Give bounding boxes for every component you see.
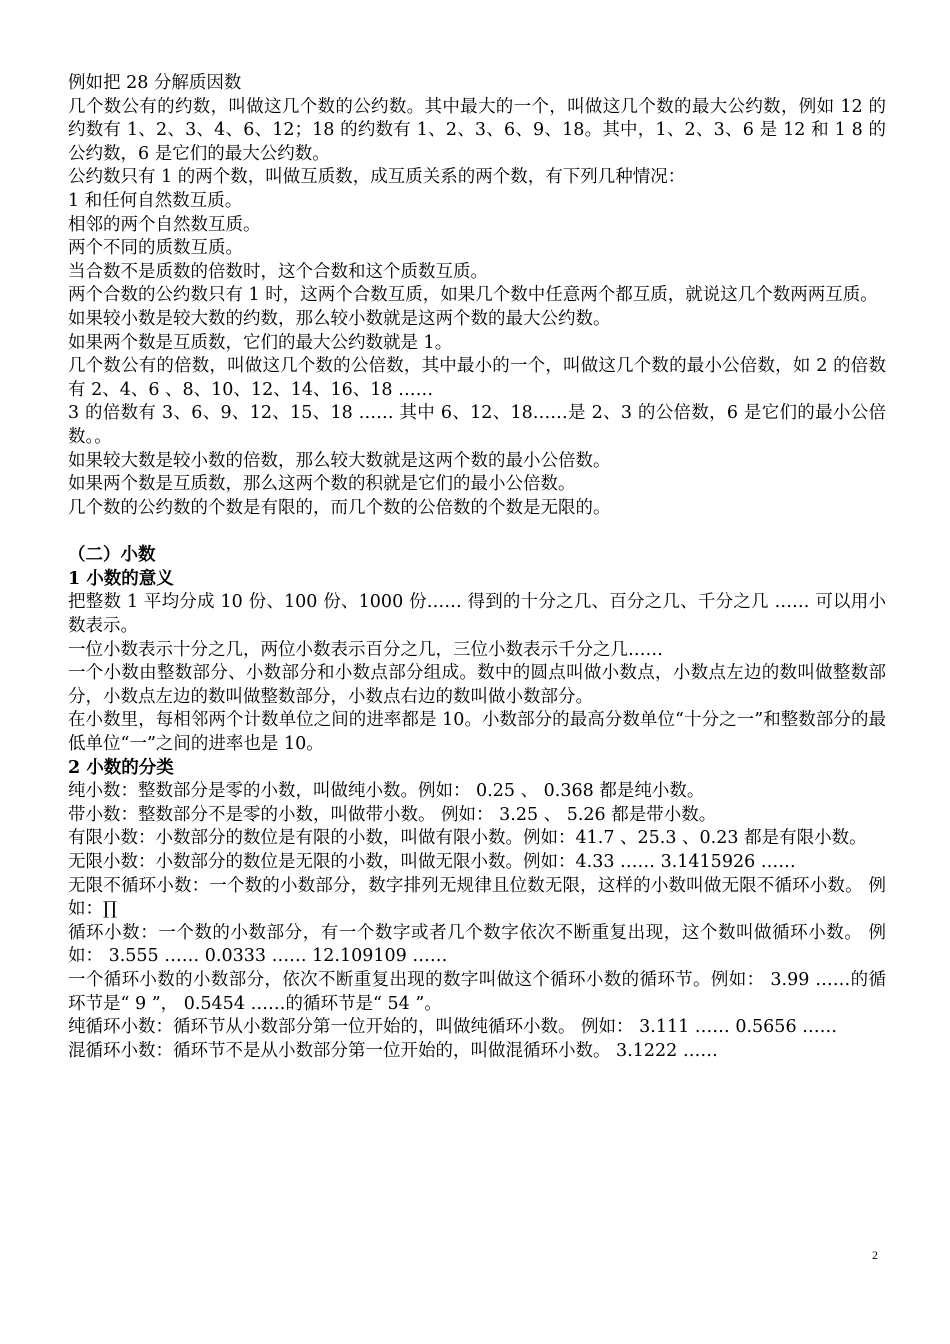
paragraph: 两个合数的公约数只有 1 时，这两个合数互质，如果几个数中任意两个都互质，就说这几个数两两互质。 <box>68 285 878 306</box>
paragraph: 例如把 28 分解质因数 <box>68 73 242 93</box>
paragraph: 一个循环小数的小数部分，依次不断重复出现的数字叫做这个循环小数的循环节。例如： 3.99 ……的循环节是“ 9 ”， 0.5454 ……的循环节是“ 54 ”。 <box>68 969 886 1014</box>
subsection-heading: 2 小数的分类 <box>68 757 174 778</box>
paragraph: 循环小数：一个数的小数部分，有一个数字或者几个数字依次不断重复出现，这个数叫做循环小数。 例如： 3.555 …… 0.0333 …… 12.109109 …… <box>68 922 886 967</box>
blank-line <box>68 520 886 544</box>
paragraph: 无限不循环小数：一个数的小数部分，数字排列无规律且位数无限，这样的小数叫做无限不循环小数。 例如：∏ <box>68 875 886 920</box>
subsection-body <box>68 780 886 1063</box>
paragraph: 如果两个数是互质数，那么这两个数的积就是它们的最小公倍数。 <box>68 474 576 495</box>
paragraph: 在小数里，每相邻两个计数单位之间的进率都是 10。小数部分的最高分数单位“十分之一”和整数部分的最低单位“一”之间的进率也是 10。 <box>68 710 886 755</box>
subsection-heading: 1 小数的意义 <box>68 568 174 589</box>
paragraph: 几个数公有的倍数，叫做这几个数的公倍数，其中最小的一个，叫做这几个数的最小公倍数，如 2 的倍数有 2、4、6 、8、10、12、14、16、18 …… <box>68 356 886 400</box>
paragraph: 两个不同的质数互质。 <box>68 238 243 259</box>
paragraph: 当合数不是质数的倍数时，这个合数和这个质数互质。 <box>68 261 488 282</box>
paragraph: 有限小数：小数部分的数位是有限的小数，叫做有限小数。例如：41.7 、25.3 、0.23 都是有限小数。 <box>68 828 867 849</box>
paragraph: 几个数公有的约数，叫做这几个数的公约数。其中最大的一个，叫做这几个数的最大公约数，例如 12 的约数有 1、2、3、4、6、12；18 的约数有 1、2、3、6、9、18。其中，1、2、3、6 是 12 和 1 8 的公约数，6 是它们的最大公约数。 <box>68 96 886 164</box>
paragraph: 无限小数：小数部分的数位是无限的小数，叫做无限小数。例如：4.33 …… 3.1415926 …… <box>68 852 796 872</box>
section-heading: （二）小数 <box>68 545 156 566</box>
page-number: 2 <box>872 1248 878 1262</box>
paragraph: 纯小数：整数部分是零的小数，叫做纯小数。例如： 0.25 、 0.368 都是纯小数。 <box>68 781 705 802</box>
paragraph: 3 的倍数有 3、6、9、12、15、18 …… 其中 6、12、18……是 2、3 的公倍数，6 是它们的最小公倍数。。 <box>68 403 886 447</box>
paragraph: 把整数 1 平均分成 10 份、100 份、1000 份…… 得到的十分之几、百分之几、千分之几 …… 可以用小数表示。 <box>68 592 886 637</box>
paragraph: 如果较小数是较大数的约数，那么较小数就是这两个数的最大公约数。 <box>68 308 611 329</box>
paragraph: 如果两个数是互质数，它们的最大公约数就是 1。 <box>68 332 453 353</box>
paragraph: 混循环小数：循环节不是从小数部分第一位开始的，叫做混循环小数。 3.1222 …… <box>68 1040 718 1061</box>
paragraph: 一个小数由整数部分、小数部分和小数点部分组成。数中的圆点叫做小数点，小数点左边的数叫做整数部分，小数点左边的数叫做整数部分，小数点右边的数叫做小数部分。 <box>68 663 886 707</box>
paragraph: 1 和任何自然数互质。 <box>68 190 243 211</box>
paragraph: 相邻的两个自然数互质。 <box>68 214 261 235</box>
section-one <box>68 72 886 520</box>
document-page <box>68 72 886 1063</box>
paragraph: 一位小数表示十分之几，两位小数表示百分之几，三位小数表示千分之几…… <box>68 639 663 660</box>
paragraph: 如果较大数是较小数的倍数，那么较大数就是这两个数的最小公倍数。 <box>68 450 611 471</box>
paragraph: 纯循环小数：循环节从小数部分第一位开始的，叫做纯循环小数。 例如： 3.111 …… 0.5656 …… <box>68 1017 838 1038</box>
subsection-body <box>68 591 886 756</box>
paragraph: 带小数：整数部分不是零的小数，叫做带小数。 例如： 3.25 、 5.26 都是带小数。 <box>68 804 717 825</box>
paragraph: 几个数的公约数的个数是有限的，而几个数的公倍数的个数是无限的。 <box>68 497 611 518</box>
paragraph: 公约数只有 1 的两个数，叫做互质数，成互质关系的两个数，有下列几种情况： <box>68 167 686 188</box>
